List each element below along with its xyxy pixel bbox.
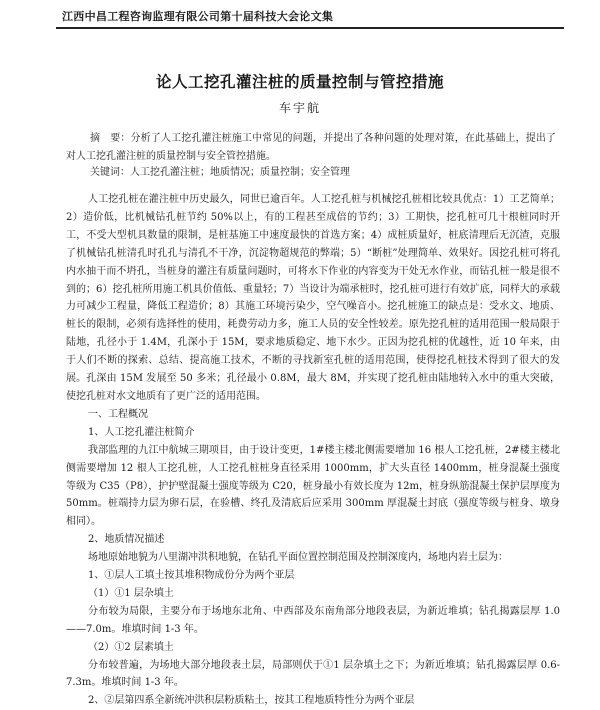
geology-description: 场地原始地貌为八里湖冲洪积地貌，在钻孔平面位置控制范围及控制深度内，场地内岩土层为： (88, 552, 508, 564)
geology-sublayer-2-desc: 分布较普遍，为场地大部分地段表土层，局部则伏于①1 层杂填土之下；为新近堆填；钻孔揭露层厚 0.6-7.3m。堆填时间 1-3 年。 (66, 659, 560, 689)
geology-sublayer-2-title: （2）①2 层素填土 (88, 641, 174, 653)
intro-paragraph: 人工挖孔桩在灌注桩中历史最久，同世已逾百年。人工挖孔桩与机械挖孔桩相比较具优点：1）工艺简单；2）造价低，比机械钻孔桩节约 50%以上，有的工程甚至成倍的节约；3）工期快，挖孔桩可几十根桩同时开工，不受大型机具数量的限制，是桩基施工中速度最快的首选方案；4）成桩质量好，桩底清理后无沉渣，克服了机械钻孔桩清孔时孔孔与清孔不干净，沉淀物超规范的弊端；5）“断桩”处理简单、效果好。因挖孔桩可将孔内水抽干而不坍孔，当桩身的灌注有质量问题时，可将水下作业的内容变为干处无水作业，而钻孔桩一般是很不到的；6）挖孔桩所用施工机具价值低、重量轻；7）当设计为端承桩时，挖孔桩可进行有效扩底，同样大的承载力可减少工程量，降低工程造价；8）其施工环境污染少，空气噪音小。挖孔桩施工的缺点是：受水文、地质、桩长的限制，必须有选择性的使用，耗费劳动力多，施工人员的安全性较差。原先挖孔桩的适用范围一般局限于陆地，孔径小于 1.4M，孔深小于 15M，要求地质稳定、地下水少。正因为挖孔桩的优越性，近 10 年来，由于人们不断的探索、总结、提高施工技术，不断的寻找新室孔桩的适用范围，使得挖孔桩技术得到了很大的发展。孔深由 15M 发展至 50 多米；孔径最小 0.8M，最大 8M，并实现了挖孔桩由陆地转入水中的重大突破，使挖孔桩对水文地质有了更广泛的适用范围。 (66, 194, 560, 402)
article-body (66, 191, 560, 710)
subsection-heading-1-2: 2、地质情况描述 (88, 534, 165, 546)
abstract: 摘 要：分析了人工挖孔灌注桩施工中常见的问题，并提出了各种问题的处理对策，在此基础上，提出了对人工挖孔灌注桩的质量控制与安全管控措施。 (66, 133, 556, 162)
header-rule (56, 27, 564, 29)
project-description: 我部监理的九江中航城三期项目，由于设计变更，1#楼主楼北侧需要增加 16 根人工挖孔桩，2#楼主楼北侧需要增加 12 根人工挖孔桩，人工挖孔桩桩身直径采用 1000mm，扩大头直径 1400mm，桩身混凝土强度等级为 C35（P8），护护壁混凝土强度等级为 C20，桩身最小有效长度为 12m，桩身纵筋混凝土保护层厚度为 50mm。桩端持力层为卵石层，在验槽、终孔及清底后应采用 300mm 厚混凝土封底（强度等级与桩身、墩身相同）。 (66, 444, 560, 528)
geology-sublayer-1-desc: 分布较为局限，主要分布于场地东北角、中西部及东南角部分地段表层，为新近堆填；钻孔揭露层厚 1.0——7.0m。堆填时间 1-3 年。 (66, 605, 560, 635)
section-heading-1: 一、工程概况 (88, 408, 148, 420)
geology-layer-2: 2、②层第四系全新统冲洪积层粉质粘土，按其工程地质特性分为两个亚层 (88, 695, 415, 707)
article-author: 车宇航 (278, 101, 321, 115)
geology-sublayer-1-title: （1）①1 层杂填土 (88, 587, 174, 599)
running-header: 江西中昌工程咨询监理有限公司第十届科技大会论文集 (62, 10, 334, 23)
subsection-heading-1-1: 1、人工挖孔灌注桩简介 (88, 426, 195, 438)
article-title: 论人工挖孔灌注桩的质量控制与管控措施 (155, 72, 444, 91)
keywords: 关键词：人工挖孔灌注桩；地质情况；质量控制；安全管理 (90, 167, 350, 178)
geology-layer-1: 1、①层人工填土按其堆积物成份分为两个亚层 (88, 570, 295, 582)
